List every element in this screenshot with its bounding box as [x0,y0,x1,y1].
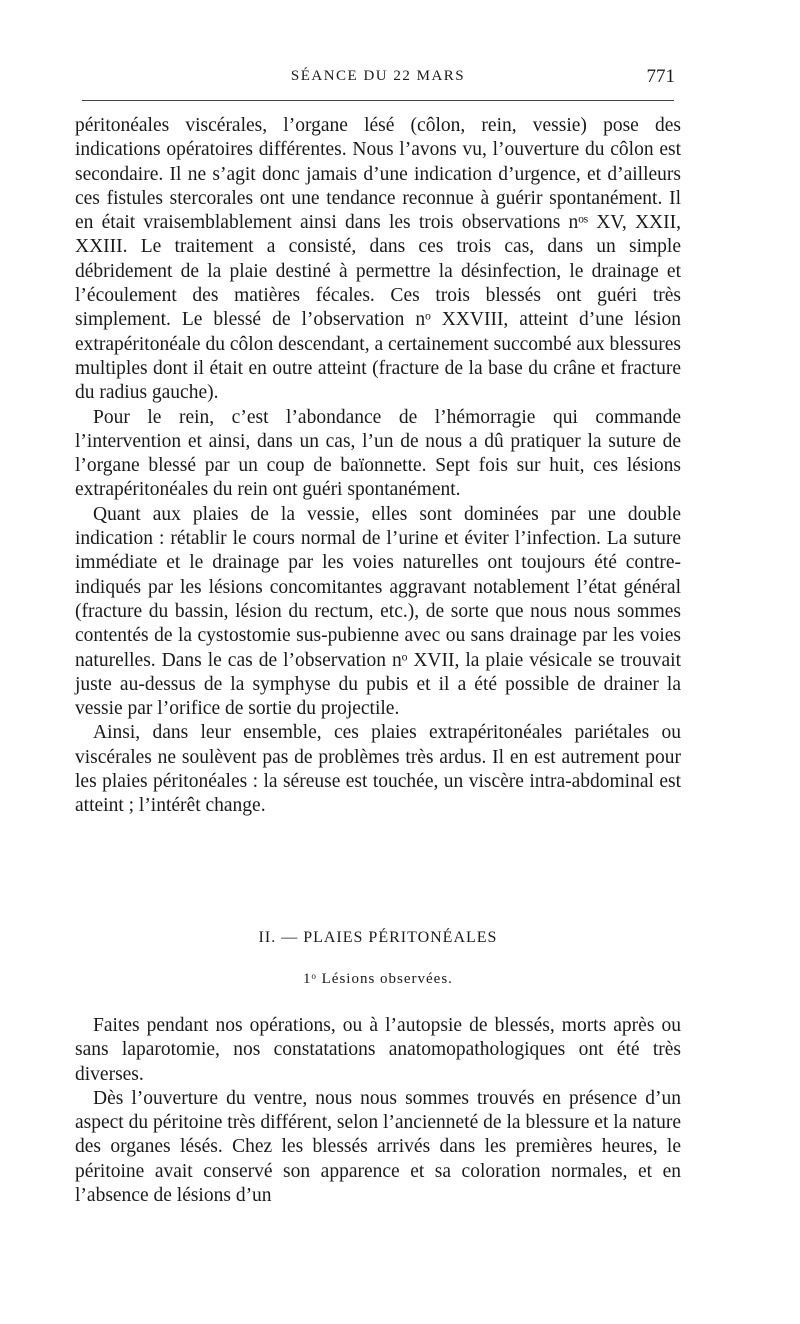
paragraph: péritonéales viscérales, l’organe lésé (côlon, rein, vessie) pose des indications opératoires différentes. Nous l’avons vu, l’ouverture du côlon est secondaire. Il ne s’agit donc jamais d’une indication d’urgence, et d’ailleurs ces fistules stercorales ont une tendance reconnue à guérir spontanément. Il en était vraisemblablement ainsi dans les trois observations nᵒˢ XV, XXII, XXIII. Le traitement a consisté, dans ces trois cas, dans un simple débridement de la plaie destiné à permettre la désinfection, le drainage et l’écoulement des matières fécales. Ces trois blessés ont guéri très simplement. Le blessé de l’observation nᵒ XXVIII, atteint d’une lésion extrapéritonéale du côlon descendant, a certainement succombé aux blessures multiples dont il était en outre atteint (fracture de la base du crâne et fracture du radius gauche). [75,115,681,404]
subsection-heading: 1ᵒ Lésions observées. [303,971,453,987]
section-heading: II. — PLAIES PÉRITONÉALES [258,929,498,946]
running-title: SÉANCE DU 22 MARS [290,68,466,84]
header-rule [82,100,674,101]
page-header [75,64,681,92]
paragraph: Dès l’ouverture du ventre, nous nous sommes trouvés en présence d’un aspect du péritoine très différent, selon l’ancienneté de la blessure et la nature des organes lésés. Chez les blessés arrivés dans les premières heures, le péritoine avait conservé son apparence et sa coloration normales, et en l’absence de lésions d’un [75,1087,681,1207]
paragraph: Faites pendant nos opérations, ou à l’autopsie de blessés, morts après ou sans laparotomie, nos constatations anatomopathologiques ont été très diverses. [75,1015,681,1085]
paragraph: Quant aux plaies de la vessie, elles sont dominées par une double indication : rétablir le cours normal de l’urine et éviter l’infection. La suture immédiate et le drainage par les voies naturelles ont toujours été contre-indiqués par les lésions concomitantes aggravant notablement l’état général (fracture du bassin, lésion du rectum, etc.), de sorte que nous nous sommes contentés de la cystostomie sus-pubienne avec ou sans drainage par les voies naturelles. Dans le cas de l’observation nᵒ XVII, la plaie vésicale se trouvait juste au-dessus de la symphyse du pubis et il a été possible de drainer la vessie par l’orifice de sortie du projectile. [75,503,681,720]
body-text-top [75,114,681,819]
paragraph: Ainsi, dans leur ensemble, ces plaies extrapéritonéales pariétales ou viscérales ne soulèvent pas de problèmes très ardus. Il en est autrement pour les plaies péritonéales : la séreuse est touchée, un viscère intra-abdominal est atteint ; l’intérêt change. [75,722,681,817]
paragraph: Pour le rein, c’est l’abondance de l’hémorragie qui commande l’intervention et ainsi, dans un cas, l’un de nous a dû pratiquer la suture de l’organe blessé par un coup de baïonnette. Sept fois sur huit, ces lésions extrapéritonéales du rein ont guéri spontanément. [75,406,681,501]
page-number: 771 [646,66,675,87]
body-text-bottom [75,1014,681,1208]
